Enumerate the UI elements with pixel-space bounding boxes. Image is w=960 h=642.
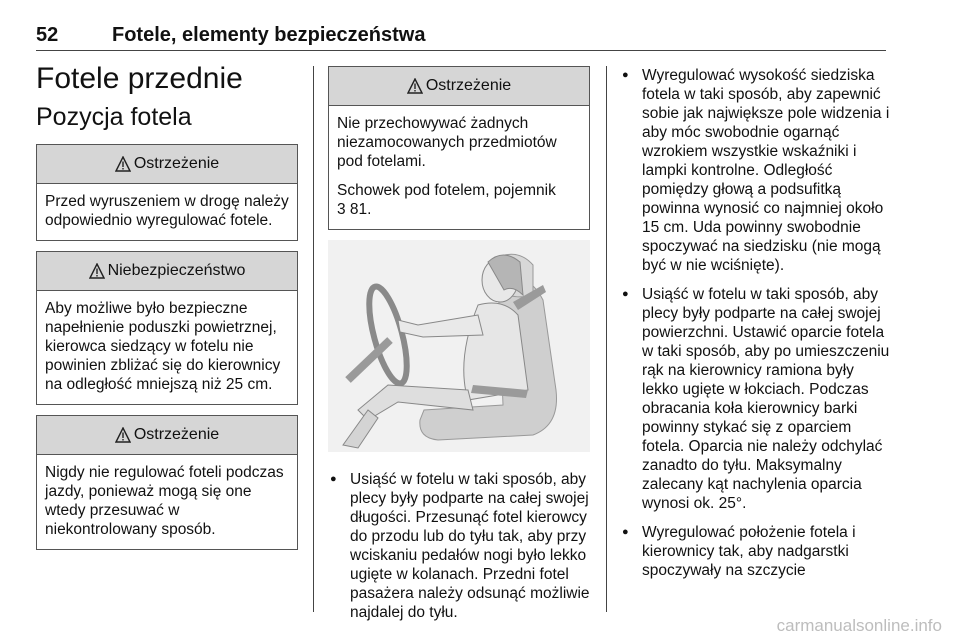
list-item: ● Usiąść w fotelu w taki sposób, aby plecy były podparte na całej swojej długości. Przesunąć fotel kierowcy do przodu lub do tyłu tak, aby przy wciskaniu pedałów nogi było lekko ugięte w kolanach. Przedni fotel pasażera należy odsunąć możliwie najdalej do tyłu. — [328, 470, 590, 622]
page-number: 52 — [36, 24, 59, 46]
danger-box-title — [37, 252, 297, 291]
warning-box-3 — [328, 66, 590, 230]
danger-box-title-text: Niebezpieczeństwo — [107, 262, 246, 279]
list-item: ● Wyregulować położenie fotela i kierownicy tak, aby nadgarstki spoczywały na szczycie — [620, 523, 890, 580]
warning-box-title — [37, 145, 297, 184]
warning-box-title-text: Ostrzeżenie — [425, 77, 512, 94]
column-divider-2 — [606, 66, 607, 612]
instruction-list — [620, 66, 890, 580]
warning-box-2 — [36, 415, 298, 550]
header-rule — [36, 50, 886, 51]
chapter-title: Fotele, elementy bezpieczeństwa — [112, 24, 426, 46]
warning-triangle-icon — [115, 427, 131, 443]
cross-reference-text: Schowek pod fotelem, pojemnik — [337, 182, 556, 199]
page-header — [36, 24, 886, 52]
warning-box-text: Nigdy nie regulować foteli podczas jazdy, ponieważ mogą się one wtedy przesuwać w niekontrolowany sposób. — [45, 464, 284, 538]
instruction-list — [328, 470, 590, 622]
column-divider-1 — [313, 66, 314, 612]
page-reference[interactable]: 3 81. — [337, 201, 372, 218]
warning-box-title-text: Ostrzeżenie — [133, 155, 220, 172]
column-2 — [328, 66, 590, 632]
warning-box-text: Przed wyruszeniem w drogę należy odpowiednio wyregulować fotele. — [45, 193, 289, 229]
warning-box-1 — [36, 144, 298, 241]
warning-triangle-icon — [89, 263, 105, 279]
driver-seat-illustration — [328, 240, 590, 452]
section-subtitle: Pozycja fotela — [36, 103, 192, 131]
section-title: Fotele przednie — [36, 62, 243, 95]
warning-box-title — [37, 416, 297, 455]
danger-box-text: Aby możliwe było bezpieczne napełnienie poduszki powietrznej, kierowca siedzący w fotelu nie powinien zbliżać się do kierownicy na odległość mniejszą niż 25 cm. — [45, 300, 281, 393]
cross-reference[interactable] — [337, 181, 581, 219]
seat-position-illustration — [328, 240, 590, 452]
warning-box-title-text: Ostrzeżenie — [133, 426, 220, 443]
list-item: ● Wyregulować wysokość siedziska fotela w taki sposób, aby zapewnić sobie jak największe pole widzenia i aby móc swobodnie ogarnąć wzrokiem wszystkie wskaźniki i lampki kontrolne. Odległość pomiędzy głową a podsufitką powinna wynosić co najmniej około 15 cm. Uda powinny swobodnie spoczywać na siedzisku (nie mogą być w nie wciśnięte). — [620, 66, 890, 275]
danger-box — [36, 251, 298, 405]
warning-box-text: Nie przechowywać żadnych niezamocowanych przedmiotów pod fotelami. — [337, 115, 557, 170]
warning-box-title — [329, 67, 589, 106]
warning-triangle-icon — [407, 78, 423, 94]
column-1 — [36, 60, 298, 560]
list-item: ● Usiąść w fotelu w taki sposób, aby plecy były podparte na całej swojej powierzchni. Ustawić oparcie fotela w taki sposób, aby po umieszczeniu rąk na kierownicy ramiona były lekko ugięte w łokciach. Podczas obracania koła kierownicy barki powinny stykać się z oparciem fotela. Oparcia nie należy odchylać zanadto do tyłu. Maksymalny zalecany kąt nachylenia oparcia wynosi ok. 25°. — [620, 285, 890, 513]
column-3 — [620, 66, 890, 590]
watermark: carmanualsonline.info — [776, 616, 942, 635]
warning-triangle-icon — [115, 156, 131, 172]
